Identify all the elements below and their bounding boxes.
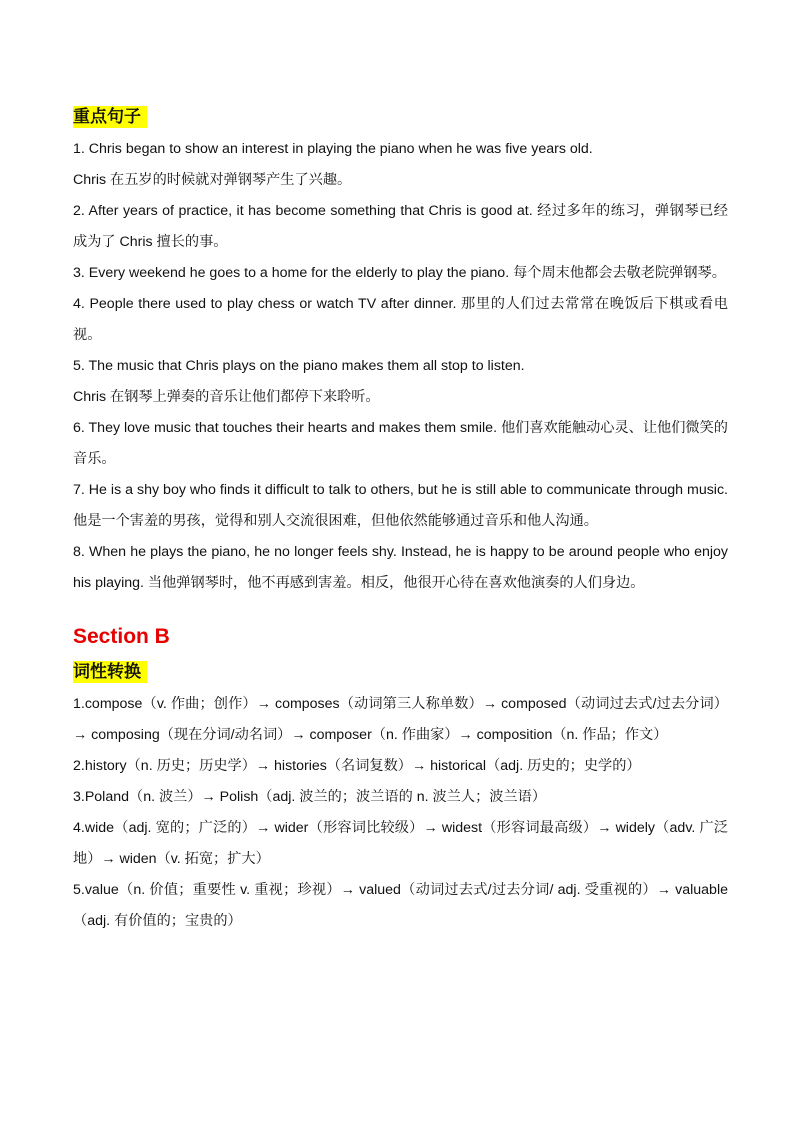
key-sentences-list	[73, 134, 728, 599]
sentence-line: 2. After years of practice, it has become something that Chris is good at. 经过多年的练习，弹钢琴已经成为了 Chris 擅长的事。	[73, 203, 728, 250]
word-form-line: 3.Poland（n. 波兰）→ Polish（adj. 波兰的；波兰语的 n. 波兰人；波兰语）	[73, 789, 547, 805]
sentence-line: 8. When he plays the piano, he no longer feels shy. Instead, he is happy to be around people who enjoy his playing. 当他弹钢琴时，他不再感到害羞。相反，他很开心待在喜欢他演奏的人们身边。	[73, 544, 728, 591]
word-form-line: 5.value（n. 价值；重要性 v. 重视；珍视）→ valued（动词过去式/过去分词/ adj. 受重视的）→ valuable（adj. 有价值的；宝贵的）	[73, 882, 728, 929]
sentence-line: 3. Every weekend he goes to a home for the elderly to play the piano. 每个周末他都会去敬老院弹钢琴。	[73, 265, 726, 281]
sentence-line: 1. Chris began to show an interest in playing the piano when he was five years old.	[73, 141, 593, 157]
word-forms-list	[73, 689, 728, 937]
word-forms-heading: 词性转换	[73, 661, 147, 683]
sentence-line: Chris 在钢琴上弹奏的音乐让他们都停下来聆听。	[73, 389, 380, 405]
sentence-line: Chris 在五岁的时候就对弹钢琴产生了兴趣。	[73, 172, 352, 188]
sentence-line: 6. They love music that touches their hearts and makes them smile. 他们喜欢能触动心灵、让他们微笑的音乐。	[73, 420, 728, 467]
word-form-line: 2.history（n. 历史；历史学）→ histories（名词复数）→ historical（adj. 历史的；史学的）	[73, 758, 641, 774]
sentence-line: 4. People there used to play chess or watch TV after dinner. 那里的人们过去常常在晚饭后下棋或看电视。	[73, 296, 728, 343]
word-form-line: 4.wide（adj. 宽的；广泛的）→ wider（形容词比较级）→ widest（形容词最高级）→ widely（adv. 广泛地）→ widen（v. 拓宽；扩大）	[73, 820, 728, 867]
document-page	[73, 106, 728, 937]
word-form-line: 1.compose（v. 作曲；创作）→ composes（动词第三人称单数）→ composed（动词过去式/过去分词）→ composing（现在分词/动名词）→ composer（n. 作曲家）→ composition（n. 作品；作文）	[73, 696, 728, 743]
key-sentences-heading: 重点句子	[73, 106, 147, 128]
sentence-line: 5. The music that Chris plays on the piano makes them all stop to listen.	[73, 358, 525, 374]
sentence-line: 7. He is a shy boy who finds it difficult to talk to others, but he is still able to communicate through music. 他是一个害羞的男孩，觉得和别人交流很困难，但他依然能够通过音乐和他人沟通。	[73, 482, 728, 529]
section-b-title: Section B	[73, 625, 170, 648]
